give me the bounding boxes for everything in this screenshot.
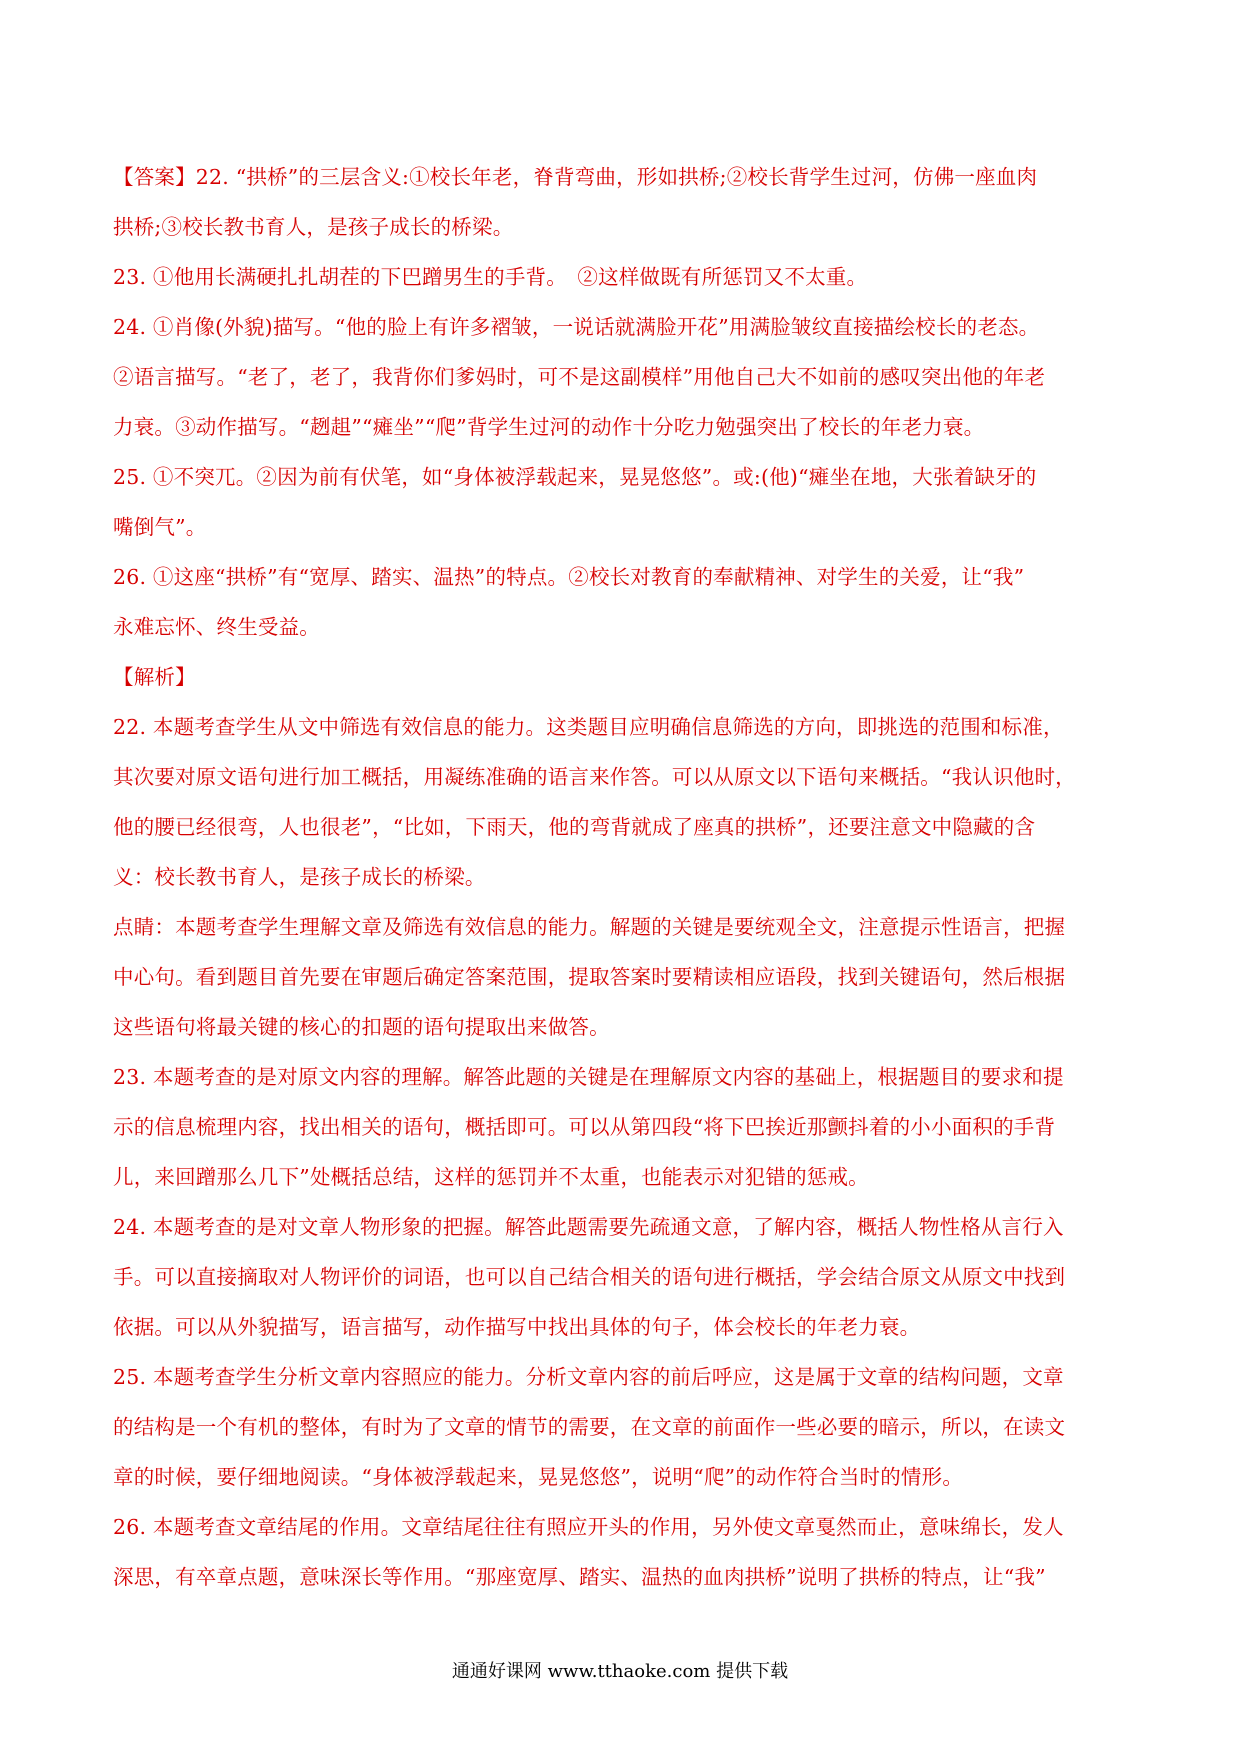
answer-line-2: 拱桥;③校长教书育人，是孩子成长的桥梁。 <box>113 215 514 239</box>
analysis-line-8: 23. 本题考查的是对原文内容的理解。解答此题的关键是在理解原文内容的基础上，根据题目的要求和提 <box>113 1065 1064 1089</box>
analysis-line-6: 中心句。看到题目首先要在审题后确定答案范围，提取答案时要精读相应语段，找到关键语句，然后根据 <box>113 965 1066 989</box>
answer-line-9: 26. ①这座“拱桥”有“宽厚、踏实、温热”的特点。②校长对教育的奉献精神、对学生的关爱，让“我” <box>113 565 1025 589</box>
analysis-line-11: 24. 本题考查的是对文章人物形象的把握。解答此题需要先疏通文意，了解内容，概括人物性格从言行入 <box>113 1215 1064 1239</box>
analysis-line-5: 点睛：本题考查学生理解文章及筛选有效信息的能力。解题的关键是要统观全文，注意提示性语言，把握 <box>113 915 1066 939</box>
analysis-line-18: 深思，有卒章点题，意味深长等作用。“那座宽厚、踏实、温热的血肉拱桥”说明了拱桥的特点，让“我” <box>113 1565 1046 1589</box>
answer-line-5: ②语言描写。“老了，老了，我背你们爹妈时，可不是这副模样”用他自己大不如前的感叹突出他的年老 <box>113 365 1046 389</box>
answer-line-10: 永难忘怀、终生受益。 <box>113 615 320 639</box>
answer-line-8: 嘴倒气”。 <box>113 515 207 539</box>
analysis-line-16: 章的时候，要仔细地阅读。“身体被浮载起来，晃晃悠悠”，说明“爬”的动作符合当时的情形。 <box>113 1465 964 1489</box>
analysis-line-3: 他的腰已经很弯，人也很老”，“比如，下雨天，他的弯背就成了座真的拱桥”，还要注意文中隐藏的含 <box>113 815 1036 839</box>
answer-line-4: 24. ①肖像(外貌)描写。“他的脸上有许多褶皱，一说话就满脸开花”用满脸皱纹直接描绘校长的老态。 <box>113 315 1040 339</box>
analysis-line-7: 这些语句将最关键的核心的扣题的语句提取出来做答。 <box>113 1015 610 1039</box>
analysis-line-15: 的结构是一个有机的整体，有时为了文章的情节的需要，在文章的前面作一些必要的暗示，所以，在读文 <box>113 1415 1066 1439</box>
analysis-line-2: 其次要对原文语句进行加工概括，用凝练准确的语言来作答。可以从原文以下语句来概括。“我认识他时， <box>113 765 1076 789</box>
answer-line-6: 力衰。③动作描写。“趔趄”“瘫坐”“爬”背学生过河的动作十分吃力勉强突出了校长的年老力衰。 <box>113 415 985 439</box>
answer-line-3: 23. ①他用长满硬扎扎胡茬的下巴蹭男生的手背。 ②这样做既有所惩罚又不太重。 <box>113 265 868 289</box>
analysis-line-13: 依据。可以从外貌描写，语言描写，动作描写中找出具体的句子，体会校长的年老力衰。 <box>113 1315 921 1339</box>
answer-line-1: 【答案】22. “拱桥”的三层含义:①校长年老，脊背弯曲，形如拱桥;②校长背学生过河，仿佛一座血肉 <box>113 165 1038 189</box>
analysis-line-9: 示的信息梳理内容，找出相关的语句，概括即可。可以从第四段“将下巴挨近那颤抖着的小小面积的手背 <box>113 1115 1056 1139</box>
analysis-line-1: 22. 本题考查学生从文中筛选有效信息的能力。这类题目应明确信息筛选的方向，即挑选的范围和标准， <box>113 715 1064 739</box>
answer-document <box>113 152 1127 1602</box>
footer-source-text: 通通好课网 www.tthaoke.com 提供下载 <box>451 1661 789 1682</box>
analysis-line-12: 手。可以直接摘取对人物评价的词语，也可以自己结合相关的语句进行概括，学会结合原文从原文中找到 <box>113 1265 1066 1289</box>
analysis-line-4: 义：校长教书育人，是孩子成长的桥梁。 <box>113 865 486 889</box>
analysis-line-17: 26. 本题考查文章结尾的作用。文章结尾往往有照应开头的作用，另外使文章戛然而止，意味绵长，发人 <box>113 1515 1064 1539</box>
analysis-line-10: 儿，来回蹭那么几下”处概括总结，这样的惩罚并不太重，也能表示对犯错的惩戒。 <box>113 1165 869 1189</box>
analysis-line-14: 25. 本题考查学生分析文章内容照应的能力。分析文章内容的前后呼应，这是属于文章的结构问题，文章 <box>113 1365 1064 1389</box>
answer-line-7: 25. ①不突兀。②因为前有伏笔，如“身体被浮载起来，晃晃悠悠”。或:(他)“瘫坐在地，大张着缺牙的 <box>113 465 1037 489</box>
analysis-heading: 【解析】 <box>113 665 196 689</box>
